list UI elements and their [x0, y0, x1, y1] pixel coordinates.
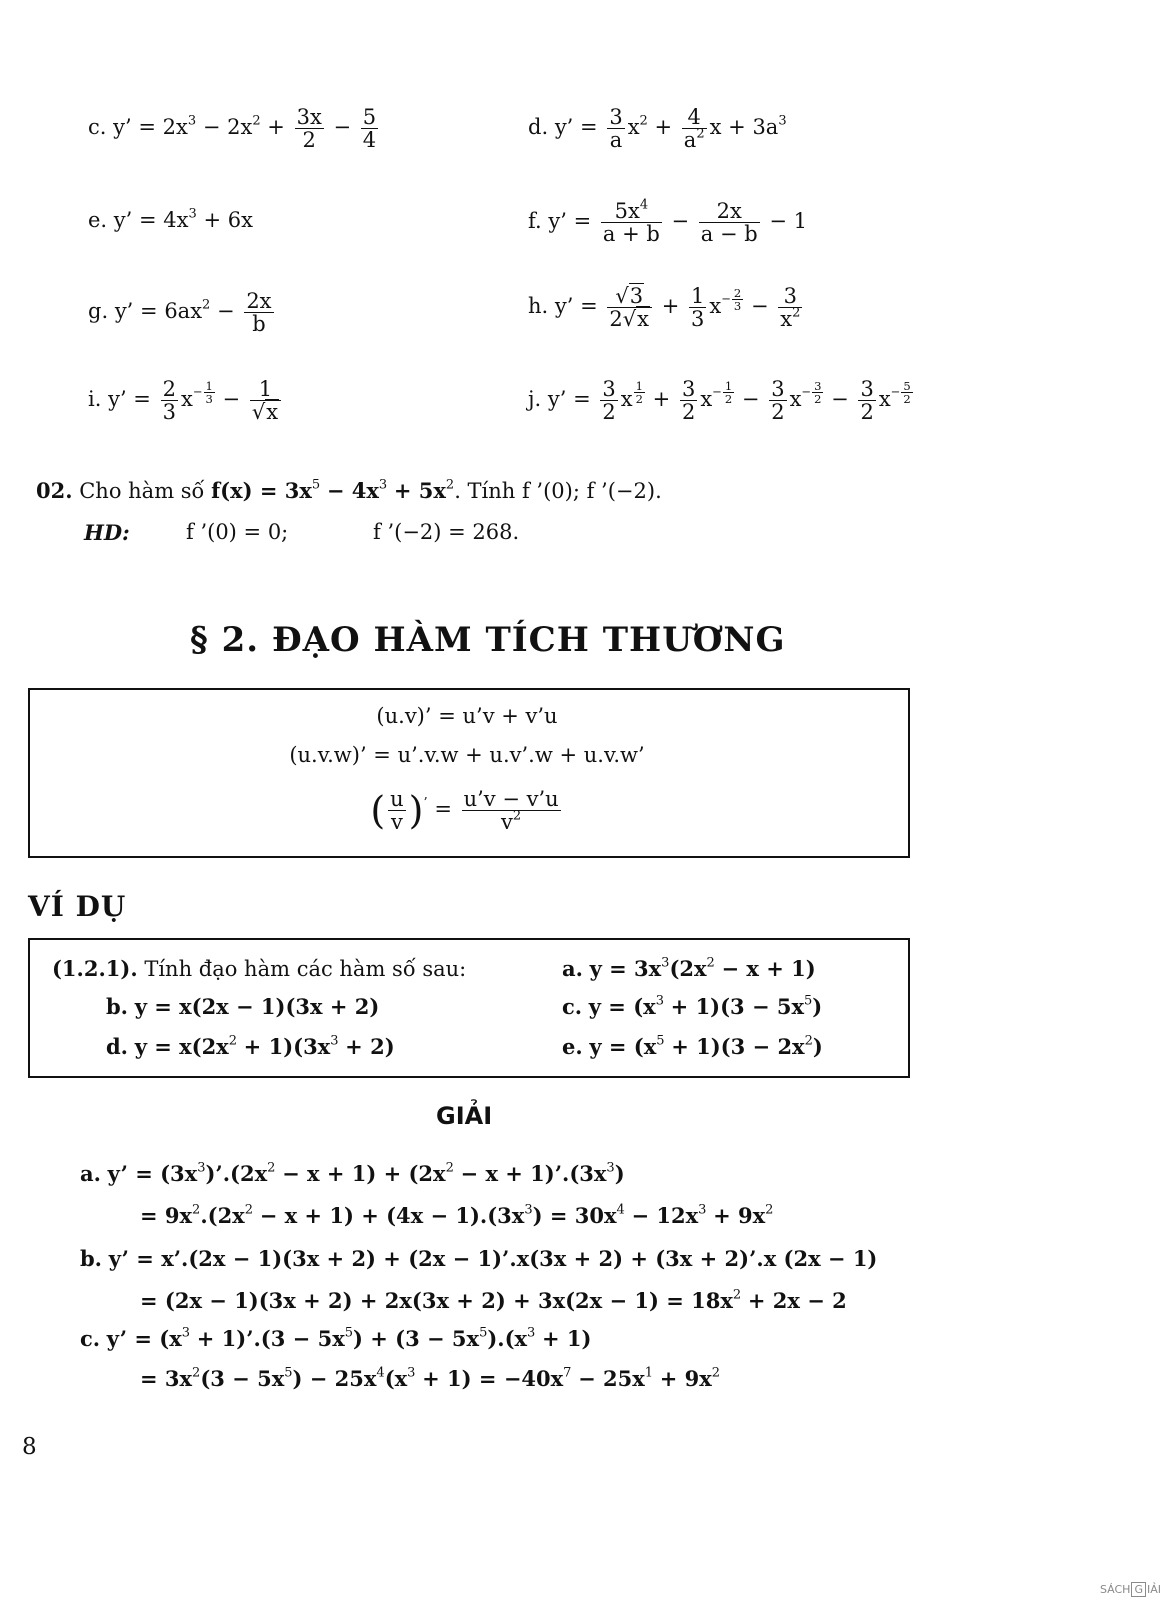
- fraction: $\frac{3}{x^2}$: [780, 284, 801, 332]
- fraction: $\frac{3}{2}$: [681, 377, 696, 425]
- term: + 6x: [203, 208, 253, 232]
- answer-c: [88, 106, 381, 151]
- problem-a: a. $y = 3x^3(2x^2 - x + 1)$: [562, 955, 816, 981]
- term: x: [620, 387, 633, 412]
- fraction: $\frac{5}{4}$: [362, 105, 377, 153]
- item-label: e.: [88, 208, 108, 232]
- term: 6ax: [164, 299, 203, 324]
- answer-i: [88, 378, 284, 423]
- exercise-text: Cho hàm số: [79, 479, 205, 503]
- fraction: $\frac{3}{2}$: [602, 377, 616, 425]
- fraction: $\frac{2x}{a - b}$: [700, 199, 758, 247]
- exponent: 2: [202, 297, 211, 313]
- j-term: [735, 377, 824, 425]
- term: x: [789, 387, 802, 412]
- fraction-exponent: − 3 2: [801, 379, 822, 407]
- solution-b-line2: = $(2x - 1)(3x + 2) + 2x(3x + 2) + 3x(2x - 1) = 18x^2 + 2x - 2$: [140, 1287, 847, 1313]
- problem-b: b. y = x(2x − 1)(3x + 2): [106, 994, 380, 1019]
- lhs: y’ =: [113, 208, 157, 232]
- operator: +: [661, 294, 680, 319]
- operator: −: [217, 299, 235, 324]
- fraction: $\frac{3x}{2}$: [296, 105, 322, 153]
- problem-id: (1.2.1).: [52, 956, 138, 981]
- solution-a-line2: = $9x^2.(2x^2 - x + 1) + (4x - 1).(3x^3) = 30x^4 - 12x^3 + 9x^2$: [140, 1202, 774, 1228]
- solution-c-line2: = $3x^2(3 - 5x^5) - 25x^4(x^3 + 1) = -40x^7 - 25x^1 + 9x^2$: [140, 1365, 721, 1391]
- lhs: y’ =: [547, 387, 591, 412]
- sqrt-sign: √x: [622, 307, 649, 332]
- answer-g: [88, 290, 277, 335]
- lhs: y’ =: [548, 209, 592, 234]
- hint-value-1: f ’(0) = 0;: [186, 520, 289, 544]
- item-label: j.: [528, 387, 542, 412]
- exercise-number: 02.: [36, 478, 73, 503]
- operator: −: [671, 209, 690, 234]
- exercise-02: 02. Cho hàm số $f(x) = 3x^5 - 4x^3 + 5x^2$. Tính f ’(0); f ’(−2).: [36, 477, 662, 503]
- operator: −: [831, 387, 849, 412]
- hint-value-2: f ’(−2) = 268.: [373, 520, 520, 544]
- solution-c-line1: c. y’ = ($x^3$ + 1)’.(3 − $5x^5) + (3 - 5x^5).(x^3 + 1)$: [80, 1325, 592, 1351]
- problem-statement: [52, 958, 466, 980]
- answer-h: [528, 285, 805, 330]
- term: x: [709, 115, 722, 140]
- item-label: i.: [88, 387, 102, 412]
- fraction: $\frac{3}{a}$: [609, 105, 623, 153]
- fraction: $\frac{1}{3}$: [690, 284, 705, 332]
- fraction-exponent: 1 2: [635, 379, 643, 407]
- item-label: d.: [528, 115, 549, 140]
- term: x: [709, 294, 722, 319]
- exponent: 3: [187, 113, 197, 129]
- solution-a-line1: a. y’ = $(3x^3)’.(2x^2 - x + 1) + (2x^2 - x$ + $1)’.(3x^3)$: [80, 1160, 625, 1186]
- fraction: $\frac{3}{2}$: [860, 377, 874, 425]
- fraction-exponent: − 2 3: [721, 286, 742, 314]
- exercise-text: . Tính f ’(0); f ’(−2).: [454, 479, 662, 503]
- problem-text: Tính đạo hàm các hàm số sau:: [144, 957, 467, 981]
- item-label: c.: [88, 115, 107, 140]
- j-terms: [597, 377, 913, 425]
- function: f(x) = 3x: [211, 478, 312, 503]
- j-term: [646, 377, 735, 425]
- hint-line: [84, 522, 130, 544]
- answer-d: [528, 106, 787, 151]
- lhs: y’ =: [113, 115, 156, 140]
- term: x: [700, 387, 713, 412]
- term: 2x: [227, 115, 253, 140]
- formula-quotient: ( $\frac{u}{v}$ )’ = $\frac{u’v - v’u}{v^2}$: [370, 787, 559, 835]
- lhs: y’ =: [114, 299, 158, 324]
- item-label: f.: [528, 209, 542, 234]
- operator: −: [202, 115, 221, 140]
- exponent: 3: [778, 113, 787, 129]
- fraction: $\frac{2x}{b}$: [246, 289, 272, 337]
- solution-heading: GIẢI: [436, 1102, 493, 1130]
- item-label: g.: [88, 299, 109, 324]
- lhs: y’ =: [554, 115, 598, 140]
- term: 2x: [162, 115, 188, 140]
- hint-label: HD:: [84, 520, 130, 545]
- solution-b-line1: b. y’ = x’.(2x − 1)(3x + 2) + (2x − 1)’.x(3x + 2) + (3x + 2)’.x (2x − 1): [80, 1246, 878, 1271]
- fraction: $\frac{5x^4}{a + b}$: [602, 197, 660, 247]
- lhs: y’ =: [554, 294, 598, 319]
- operator: −: [750, 294, 769, 319]
- operator: −: [333, 115, 352, 140]
- answer-f: [528, 197, 808, 247]
- answer-e: [88, 206, 253, 232]
- sqrt-sign: √3: [615, 284, 644, 308]
- answer-j: [528, 378, 914, 423]
- fraction: $\frac{4}{a^2}$: [683, 105, 705, 153]
- operator: −: [741, 387, 760, 412]
- fraction: $\frac{√3}{2√x}$: [607, 285, 652, 330]
- term: x: [878, 387, 891, 412]
- term: 3a: [752, 115, 779, 140]
- term: x: [180, 387, 193, 412]
- operator: +: [652, 387, 671, 412]
- page-number: 8: [22, 1434, 37, 1460]
- fraction: $\frac{1}{√x}$: [250, 378, 281, 423]
- fraction-exponent: − 1 3: [192, 379, 213, 407]
- problem-d: d. $y = x(2x^2 + 1)(3x^3 + 2)$: [106, 1033, 395, 1059]
- exponent: 2: [639, 113, 648, 129]
- j-term: [597, 377, 646, 425]
- exponent: 2: [252, 113, 261, 129]
- lhs: y’ =: [108, 387, 151, 412]
- fraction: $\frac{2}{3}$: [162, 377, 176, 425]
- formula-product-uv: (u.v)’ = u’v + v’u: [376, 704, 558, 728]
- sqrt-sign: √x: [251, 400, 279, 425]
- operator: +: [654, 115, 673, 140]
- problem-e: e. $y = (x^5 + 1)(3 - 2x^2)$: [562, 1033, 823, 1059]
- item-label: h.: [528, 294, 549, 319]
- j-term: [824, 377, 913, 425]
- term: − 1: [769, 209, 808, 234]
- fraction-exponent: − 5 2: [890, 379, 911, 407]
- term: 4x: [163, 208, 189, 232]
- example-heading: VÍ DỤ: [28, 890, 127, 923]
- section-title: § 2. ĐẠO HÀM TÍCH THƯƠNG: [190, 620, 786, 660]
- watermark-logo: SÁCH G IẢI: [1099, 1583, 1161, 1596]
- fraction-exponent: − 1 2: [712, 379, 733, 407]
- term: x: [627, 115, 640, 140]
- exponent: 3: [188, 206, 197, 222]
- problem-c: c. $y = (x^3 + 1)(3 - 5x^5)$: [562, 993, 823, 1019]
- operator: +: [267, 115, 285, 140]
- formula-product-uvw: (u.v.w)’ = u’.v.w + u.v’.w + u.v.w’: [289, 743, 645, 767]
- operator: −: [222, 387, 241, 412]
- operator: +: [728, 115, 746, 140]
- fraction: $\frac{3}{2}$: [771, 377, 785, 425]
